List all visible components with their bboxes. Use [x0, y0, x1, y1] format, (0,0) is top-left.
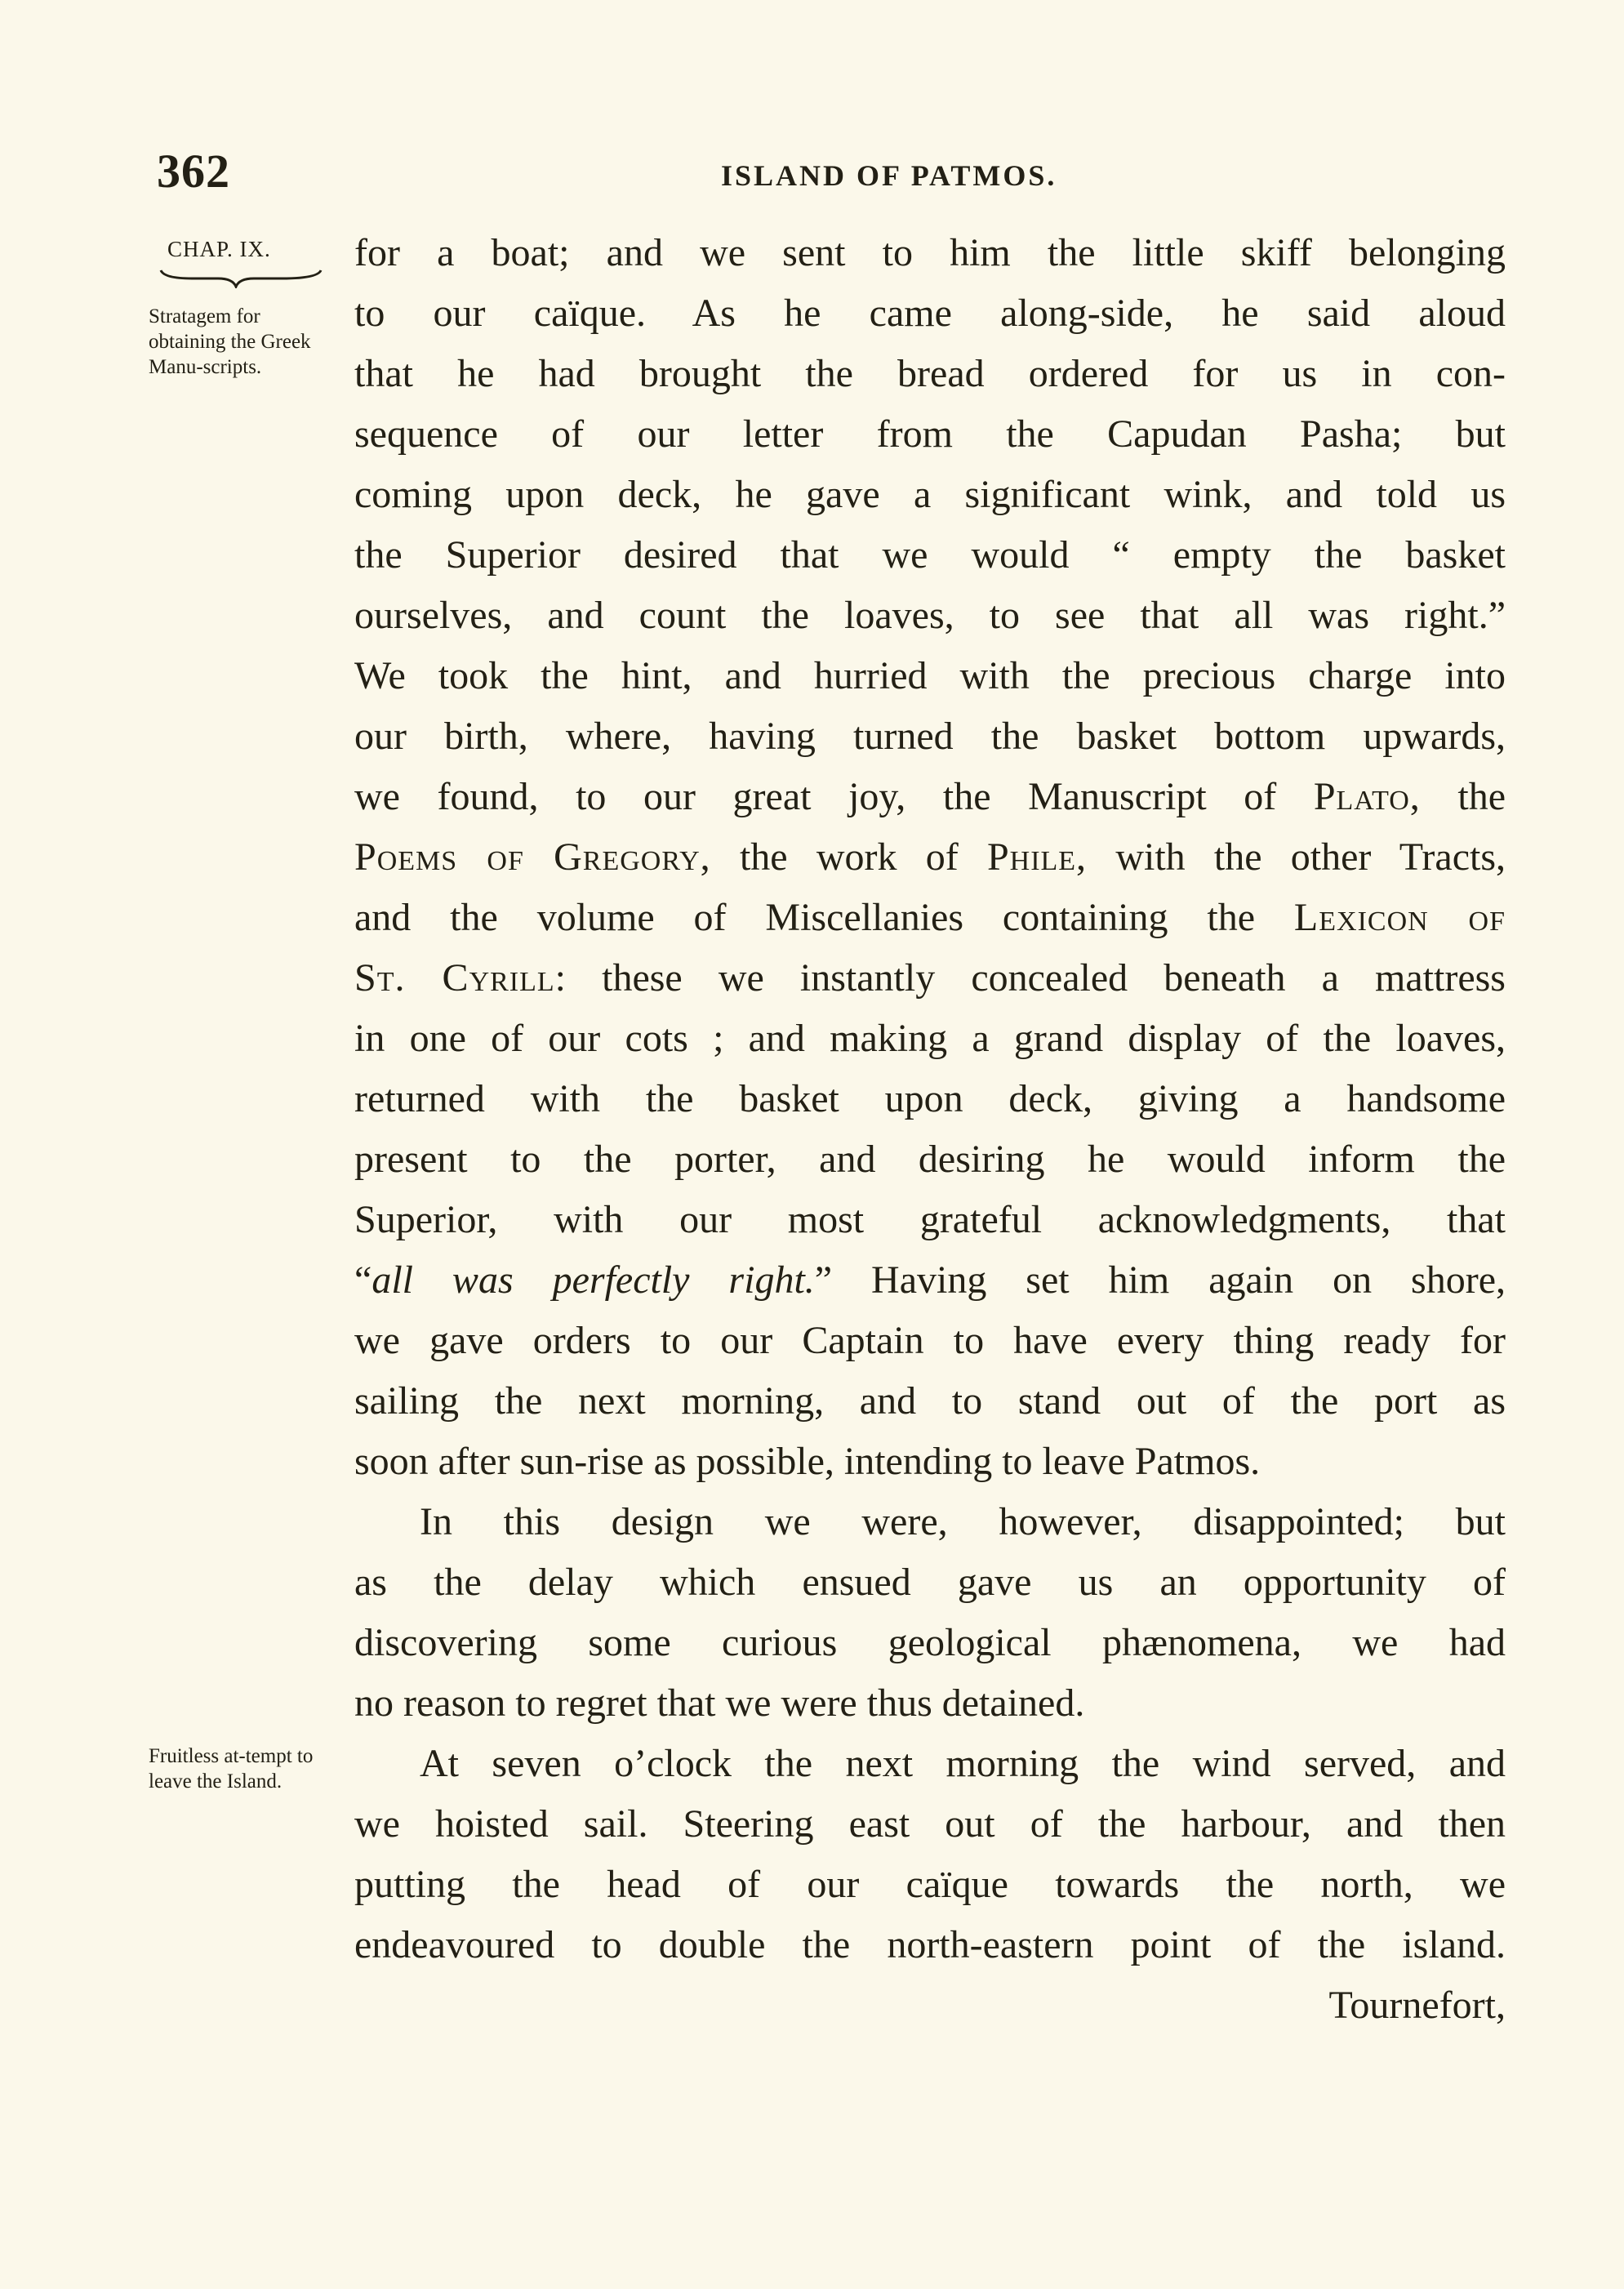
- running-title: ISLAND OF PATMOS.: [721, 159, 1057, 192]
- text-line: [354, 835, 1506, 880]
- text-span: with the other Tracts,: [1115, 835, 1506, 879]
- text-line: putting the head of our caïque towards the north, we: [354, 1863, 1506, 1906]
- text-line: ourselves, and count the loaves, to see that all was right.”: [354, 594, 1506, 637]
- text-span: we found, to our great joy, the Manuscript of: [354, 775, 1277, 818]
- italic-quote: all was perfectly right.: [372, 1258, 815, 1302]
- text-span: : these we instantly concealed beneath a mattress: [554, 956, 1506, 1000]
- text-line: as the delay which ensued gave us an opportunity of: [354, 1561, 1506, 1604]
- chapter-marker: [143, 237, 355, 288]
- text-line: to our caïque. As he came along-side, he said aloud: [354, 292, 1506, 335]
- text-span: and the volume of Miscellanies containing the: [354, 896, 1256, 939]
- text-line: that he had brought the bread ordered for us in con-: [354, 352, 1506, 395]
- text-line: for a boat; and we sent to him the little skiff belonging: [354, 231, 1506, 274]
- text-span: ” Having set him again on shore,: [814, 1258, 1506, 1302]
- small-caps-title: Lexicon of: [1293, 896, 1506, 939]
- text-line: sailing the next morning, and to stand out of the port as: [354, 1379, 1506, 1423]
- text-line: the Superior desired that we would “ empty the basket: [354, 533, 1506, 577]
- text-line: Superior, with our most grateful acknowledgments, that: [354, 1198, 1506, 1241]
- text-line: coming upon deck, he gave a significant wink, and told us: [354, 473, 1506, 516]
- page-number: 362: [157, 145, 230, 198]
- text-line: We took the hint, and hurried with the precious charge into: [354, 654, 1506, 697]
- chapter-brace-ornament: [143, 267, 355, 288]
- text-line: returned with the basket upon deck, giving a handsome: [354, 1077, 1506, 1120]
- text-line: discovering some curious geological phænomena, we had: [354, 1621, 1506, 1664]
- text-line: in one of our cots ; and making a grand display of the loaves,: [354, 1017, 1506, 1060]
- text-line: At seven o’clock the next morning the wind served, and: [420, 1742, 1506, 1785]
- sidenote-fruitless-attempt: Fruitless at-tempt to leave the Island.: [149, 1745, 314, 1792]
- text-line: [354, 895, 1506, 940]
- small-caps-name: St. Cyrill: [354, 956, 555, 1000]
- text-line: soon after sun-rise as possible, intending to leave Patmos.: [354, 1440, 1261, 1483]
- text-line: we gave orders to our Captain to have every thing ready for: [354, 1319, 1506, 1362]
- text-span: the work of: [739, 835, 959, 879]
- open-quote: “: [354, 1258, 372, 1302]
- text-line: our birth, where, having turned the basket bottom upwards,: [354, 715, 1506, 758]
- text-line: [354, 774, 1506, 819]
- text-span: the: [1457, 775, 1506, 818]
- text-line: [354, 1258, 1506, 1303]
- small-caps-title: Poems of Gregory,: [354, 835, 711, 879]
- text-line: present to the porter, and desiring he would inform the: [354, 1138, 1506, 1181]
- catchword: Tournefort,: [1328, 1984, 1506, 2027]
- chapter-label: CHAP. IX.: [167, 237, 271, 261]
- small-caps-name: Plato,: [1313, 775, 1421, 818]
- sidenote-stratagem: Stratagem for obtaining the Greek Manu-scripts.: [149, 305, 311, 378]
- text-line: endeavoured to double the north-eastern point of the island.: [354, 1923, 1506, 1966]
- text-line: we hoisted sail. Steering east out of the harbour, and then: [354, 1802, 1506, 1846]
- text-line: In this design we were, however, disappointed; but: [420, 1500, 1506, 1543]
- text-line: sequence of our letter from the Capudan Pasha; but: [354, 412, 1506, 456]
- text-line: no reason to regret that we were thus detained.: [354, 1681, 1085, 1725]
- text-line: [354, 955, 1506, 1000]
- small-caps-name: Phile,: [986, 835, 1088, 879]
